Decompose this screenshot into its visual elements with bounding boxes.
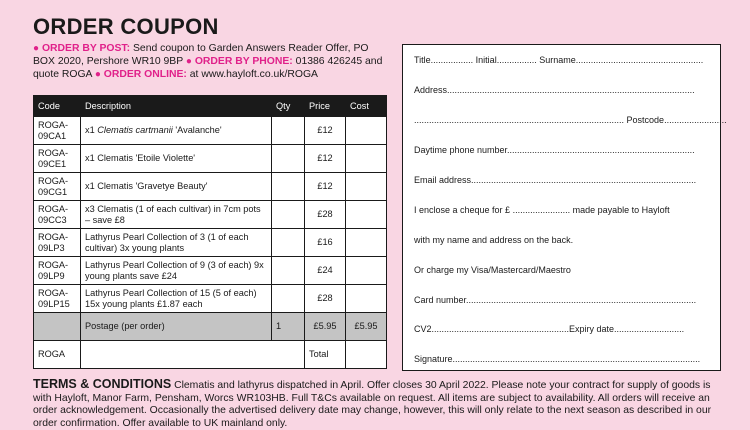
product-description: x1 Clematis cartmanii 'Avalanche' (81, 117, 272, 145)
bullet-icon: ● (94, 69, 101, 80)
product-price: £24 (305, 257, 346, 285)
order-by-post-label: ORDER BY POST: (41, 43, 131, 54)
footer-empty-cell (81, 341, 305, 369)
table-row (34, 117, 387, 145)
postage-row (34, 313, 387, 341)
terms-and-conditions (33, 378, 723, 430)
qty-cell[interactable] (272, 145, 305, 173)
cheque-field[interactable]: I enclose a cheque for £ ....................... made payable to Hayloft (414, 205, 670, 215)
cost-cell[interactable] (346, 257, 387, 285)
product-price: £28 (305, 285, 346, 313)
qty-cell[interactable] (272, 257, 305, 285)
signature-field[interactable]: Signature................................................................................................... (414, 354, 701, 364)
order-by-post-text: Send coupon to Garden Answers Reader Offer, PO BOX 2020, Pershore WR10 9BP (33, 43, 369, 67)
cheque-note: with my name and address on the back. (414, 235, 574, 245)
postage-label: Postage (per order) (81, 313, 272, 341)
product-code: ROGA-09CE1 (34, 145, 81, 173)
card-number-field[interactable]: Card number............................................................................................ (414, 295, 697, 305)
product-price: £12 (305, 145, 346, 173)
table-row (34, 229, 387, 257)
email-field[interactable]: Email address.......................................................................................... (414, 175, 697, 185)
address-field[interactable]: Address................................................................................................... (414, 85, 695, 95)
postage-code-cell (34, 313, 81, 341)
cost-cell[interactable] (346, 285, 387, 313)
product-price: £12 (305, 117, 346, 145)
cost-cell[interactable] (346, 117, 387, 145)
order-table (33, 95, 387, 369)
product-code: ROGA-09CA1 (34, 117, 81, 145)
bullet-icon: ● (33, 43, 40, 54)
product-description: x1 Clematis 'Gravetye Beauty' (81, 173, 272, 201)
order-by-phone-text: 01386 426245 and quote ROGA (33, 56, 383, 80)
product-description: Lathyrus Pearl Collection of 9 (3 of each) 9x young plants save £24 (81, 257, 272, 285)
qty-cell[interactable] (272, 173, 305, 201)
table-row (34, 285, 387, 313)
product-description: Lathyrus Pearl Collection of 15 (5 of each) 15x young plants £1.87 each (81, 285, 272, 313)
page-title: ORDER COUPON (33, 14, 219, 39)
column-header-cost: Cost (346, 96, 387, 117)
postage-cost: £5.95 (346, 313, 387, 341)
customer-details-form (402, 44, 727, 371)
bullet-icon: ● (185, 56, 192, 67)
card-type-text: Or charge my Visa/Mastercard/Maestro (414, 265, 571, 275)
phone-field[interactable]: Daytime phone number........................................................................... (414, 145, 695, 155)
table-row (34, 201, 387, 229)
product-price: £16 (305, 229, 346, 257)
table-row (34, 145, 387, 173)
postage-qty: 1 (272, 313, 305, 341)
product-price: £12 (305, 173, 346, 201)
cost-cell[interactable] (346, 145, 387, 173)
column-header-price: Price (305, 96, 346, 117)
qty-cell[interactable] (272, 201, 305, 229)
cost-cell[interactable] (346, 201, 387, 229)
order-online-text: at www.hayloft.co.uk/ROGA (189, 69, 318, 80)
product-description: x3 Clematis (1 of each cultivar) in 7cm pots – save £8 (81, 201, 272, 229)
postage-price: £5.95 (305, 313, 346, 341)
column-header-qty: Qty (272, 96, 305, 117)
order-online-label: ORDER ONLINE: (103, 69, 187, 80)
total-row (34, 341, 387, 369)
product-description: Lathyrus Pearl Collection of 3 (1 of each cultivar) 3x young plants (81, 229, 272, 257)
cv2-expiry-field[interactable]: CV2.......................................................Expiry date............................ (414, 324, 685, 334)
product-price: £28 (305, 201, 346, 229)
total-label: Total (305, 341, 346, 369)
postcode-field[interactable]: .................................................................................... Postcode......................... (414, 115, 727, 125)
table-header-row (34, 96, 387, 117)
table-row (34, 257, 387, 285)
name-fields[interactable]: Title................. Initial................ Surname................................................... (414, 55, 704, 65)
cost-cell[interactable] (346, 173, 387, 201)
column-header-code: Code (34, 96, 81, 117)
product-description: x1 Clematis 'Etoile Violette' (81, 145, 272, 173)
product-code: ROGA-09LP3 (34, 229, 81, 257)
table-row (34, 173, 387, 201)
terms-heading: TERMS & CONDITIONS (33, 377, 172, 391)
product-code: ROGA-09CG1 (34, 173, 81, 201)
qty-cell[interactable] (272, 229, 305, 257)
column-header-description: Description (81, 96, 272, 117)
terms-text: Clematis and lathyrus dispatched in April. Offer closes 30 April 2022. Please note your contract for supply of goods is with Hayloft, Manor Farm, Pensham, Worcs WR103HB. Full T&Cs available on request. All items are subject to availability. All orders will receive an order acknowledgement. Occasionally the advertised delivery date may change, however, this will only relate to the next season as described in our order confirmation. Offer available to UK mainland only. (33, 380, 712, 429)
product-code: ROGA-09LP15 (34, 285, 81, 313)
total-cost-cell[interactable] (346, 341, 387, 369)
product-code: ROGA-09LP9 (34, 257, 81, 285)
qty-cell[interactable] (272, 117, 305, 145)
footer-code: ROGA (34, 341, 81, 369)
order-instructions (33, 42, 393, 81)
qty-cell[interactable] (272, 285, 305, 313)
cost-cell[interactable] (346, 229, 387, 257)
product-code: ROGA-09CC3 (34, 201, 81, 229)
order-by-phone-label: ORDER BY PHONE: (194, 56, 293, 67)
